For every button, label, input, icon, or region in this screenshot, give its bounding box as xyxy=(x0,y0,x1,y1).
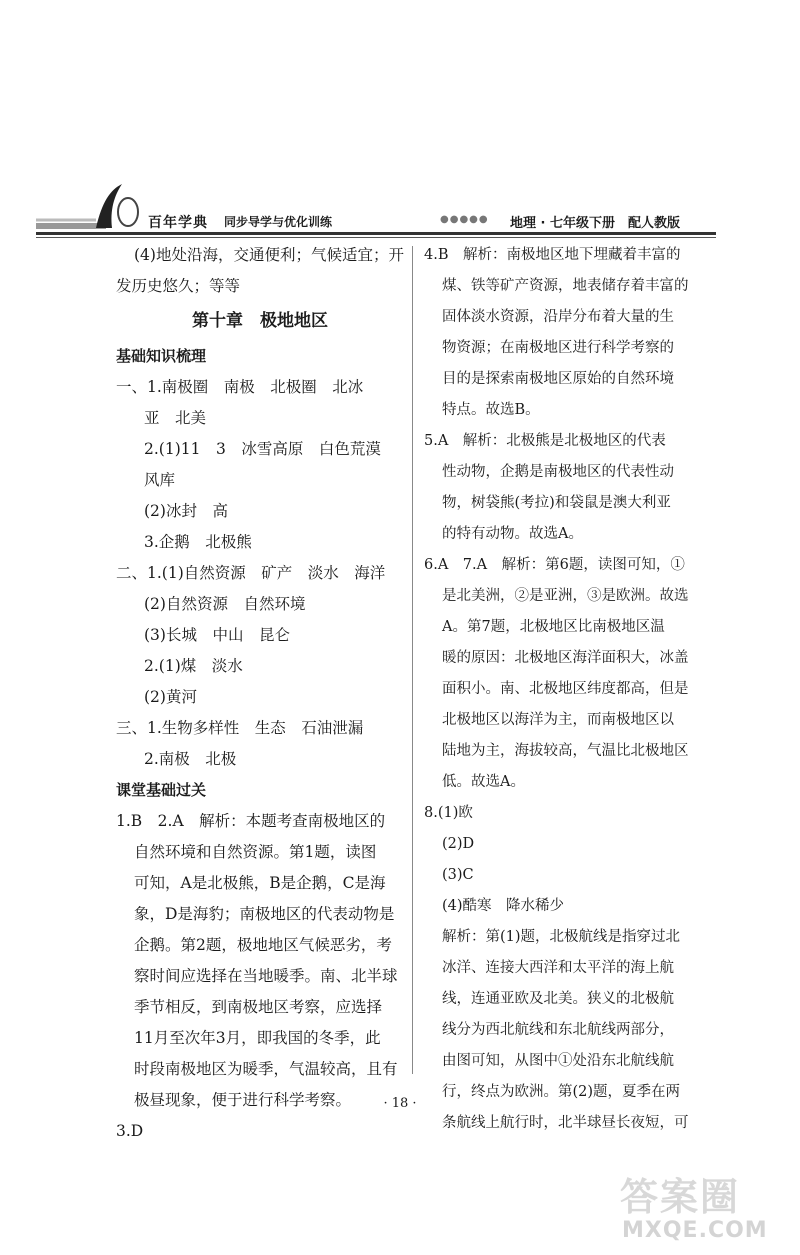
answer-line: 陆地为主，海拔较高，气温比北极地区 xyxy=(442,743,689,759)
answer-line: 季节相反，到南极地区考察，应选择 xyxy=(134,998,383,1016)
answer-line: (2)自然资源 自然环境 xyxy=(144,595,306,613)
header-rule xyxy=(36,232,716,235)
answer-line: 3.企鹅 北极熊 xyxy=(144,533,252,551)
answer-line: 二、1.(1)自然资源 矿产 淡水 海洋 xyxy=(116,564,386,582)
watermark-url: MXQE.COM xyxy=(622,1218,768,1243)
answer-line: 象，D是海豹；南极地区的代表动物是 xyxy=(134,905,395,923)
answer-line: 目的是探索南极地区原始的自然环境 xyxy=(442,371,674,387)
answer-line: 是北美洲，②是亚洲，③是欧洲。故选 xyxy=(442,588,689,604)
answer-line: 解析：第(1)题，北极航线是指穿过北 xyxy=(442,929,681,945)
answer-line: 低。故选A。 xyxy=(442,774,525,790)
answer-line: 2.(1)11 3 冰雪高原 白色荒漠 xyxy=(144,440,381,458)
answer-line: 由图可知，从图中①处沿东北航线航 xyxy=(442,1053,674,1069)
section-heading: 课堂基础过关 xyxy=(116,781,207,799)
answer-line: 发历史悠久；等等 xyxy=(116,277,241,295)
answer-line: 物，树袋熊(考拉)和袋鼠是澳大利亚 xyxy=(442,495,671,511)
watermark-text: 答案圈 xyxy=(620,1175,741,1219)
answer-line: 可知，A是北极熊，B是企鹅，C是海 xyxy=(134,874,386,892)
answer-line: 三、1.生物多样性 生态 石油泄漏 xyxy=(116,719,364,737)
page-number: · 18 · xyxy=(383,1096,417,1111)
subject-label: 地理 · 七年级下册 配人教版 xyxy=(510,216,680,231)
answer-line: (2)冰封 高 xyxy=(144,502,228,520)
book-logo-icon xyxy=(36,182,156,238)
header-dots: ●●●●● xyxy=(440,214,489,225)
answer-line: 3.D xyxy=(116,1122,144,1140)
answer-line: 面积小。南、北极地区纬度都高，但是 xyxy=(442,681,689,697)
answer-line: 线分为西北航线和东北航线两部分， xyxy=(442,1022,674,1038)
answer-line: 条航线上航行时，北半球昼长夜短，可 xyxy=(442,1115,689,1131)
chapter-title: 第十章 极地地区 xyxy=(192,311,328,331)
answer-line: 风库 xyxy=(144,471,176,489)
answer-line: 暖的原因：北极地区海洋面积大，冰盖 xyxy=(442,650,689,666)
answer-line: 性动物，企鹅是南极地区的代表性动 xyxy=(442,464,674,480)
answer-line: A。第7题，北极地区比南极地区温 xyxy=(442,619,665,635)
answer-line: (3)C xyxy=(442,867,474,883)
answer-line: 的特有动物。故选A。 xyxy=(442,526,583,542)
answer-line: 线，连通亚欧及北美。狭义的北极航 xyxy=(442,991,674,1007)
answer-line: 11月至次年3月，即我国的冬季，此 xyxy=(134,1029,381,1047)
answer-line: 8.(1)欧 xyxy=(424,805,473,821)
answer-line: (4)酷寒 降水稀少 xyxy=(442,898,565,914)
answer-line: (2)黄河 xyxy=(144,688,197,706)
watermark xyxy=(620,1160,790,1250)
answer-line: 时段南极地区为暖季，气温较高，且有 xyxy=(134,1060,398,1078)
section-heading: 基础知识梳理 xyxy=(116,347,207,365)
column-divider xyxy=(412,246,413,1074)
answer-line: 特点。故选B。 xyxy=(442,402,540,418)
answer-line: 固体淡水资源，沿岸分布着大量的生 xyxy=(442,309,674,325)
answer-line: 1.B 2.A 解析：本题考查南极地区的 xyxy=(116,812,386,830)
answer-line: 亚 北美 xyxy=(144,409,207,427)
answer-line: 冰洋、连接大西洋和太平洋的海上航 xyxy=(442,960,674,976)
answer-line: (4)地处沿海，交通便利；气候适宜；开 xyxy=(134,246,404,264)
answer-line: 一、1.南极圈 南极 北极圈 北冰 xyxy=(116,378,364,396)
header-rule-thin xyxy=(36,237,716,238)
answer-line: 2.(1)煤 淡水 xyxy=(144,657,243,675)
series-title: 同步导学与优化训练 xyxy=(224,215,333,229)
answer-line: 企鹅。第2题，极地地区气候恶劣，考 xyxy=(134,936,392,954)
brand-title: 百年学典 xyxy=(148,215,208,231)
answer-line: 察时间应选择在当地暖季。南、北半球 xyxy=(134,967,398,985)
answer-line: 自然环境和自然资源。第1题，读图 xyxy=(134,843,377,861)
answer-line: 4.B 解析：南极地区地下埋藏着丰富的 xyxy=(424,247,681,263)
answer-line: 6.A 7.A 解析：第6题，读图可知，① xyxy=(424,557,685,573)
right-column xyxy=(424,240,714,1139)
answer-line: 行，终点为欧洲。第(2)题，夏季在两 xyxy=(442,1084,681,1100)
answer-line: 5.A 解析：北极熊是北极地区的代表 xyxy=(424,433,666,449)
answer-line: (2)D xyxy=(442,836,475,852)
answer-line: 煤、铁等矿产资源，地表储存着丰富的 xyxy=(442,278,689,294)
page-header xyxy=(36,182,716,242)
answer-line: 极昼现象，便于进行科学考察。 xyxy=(134,1091,352,1109)
answer-line: (3)长城 中山 昆仑 xyxy=(144,626,290,644)
answer-line: 2.南极 北极 xyxy=(144,750,237,768)
left-column xyxy=(116,240,404,1147)
answer-line: 物资源；在南极地区进行科学考察的 xyxy=(442,340,674,356)
answer-line: 北极地区以海洋为主，而南极地区以 xyxy=(442,712,674,728)
